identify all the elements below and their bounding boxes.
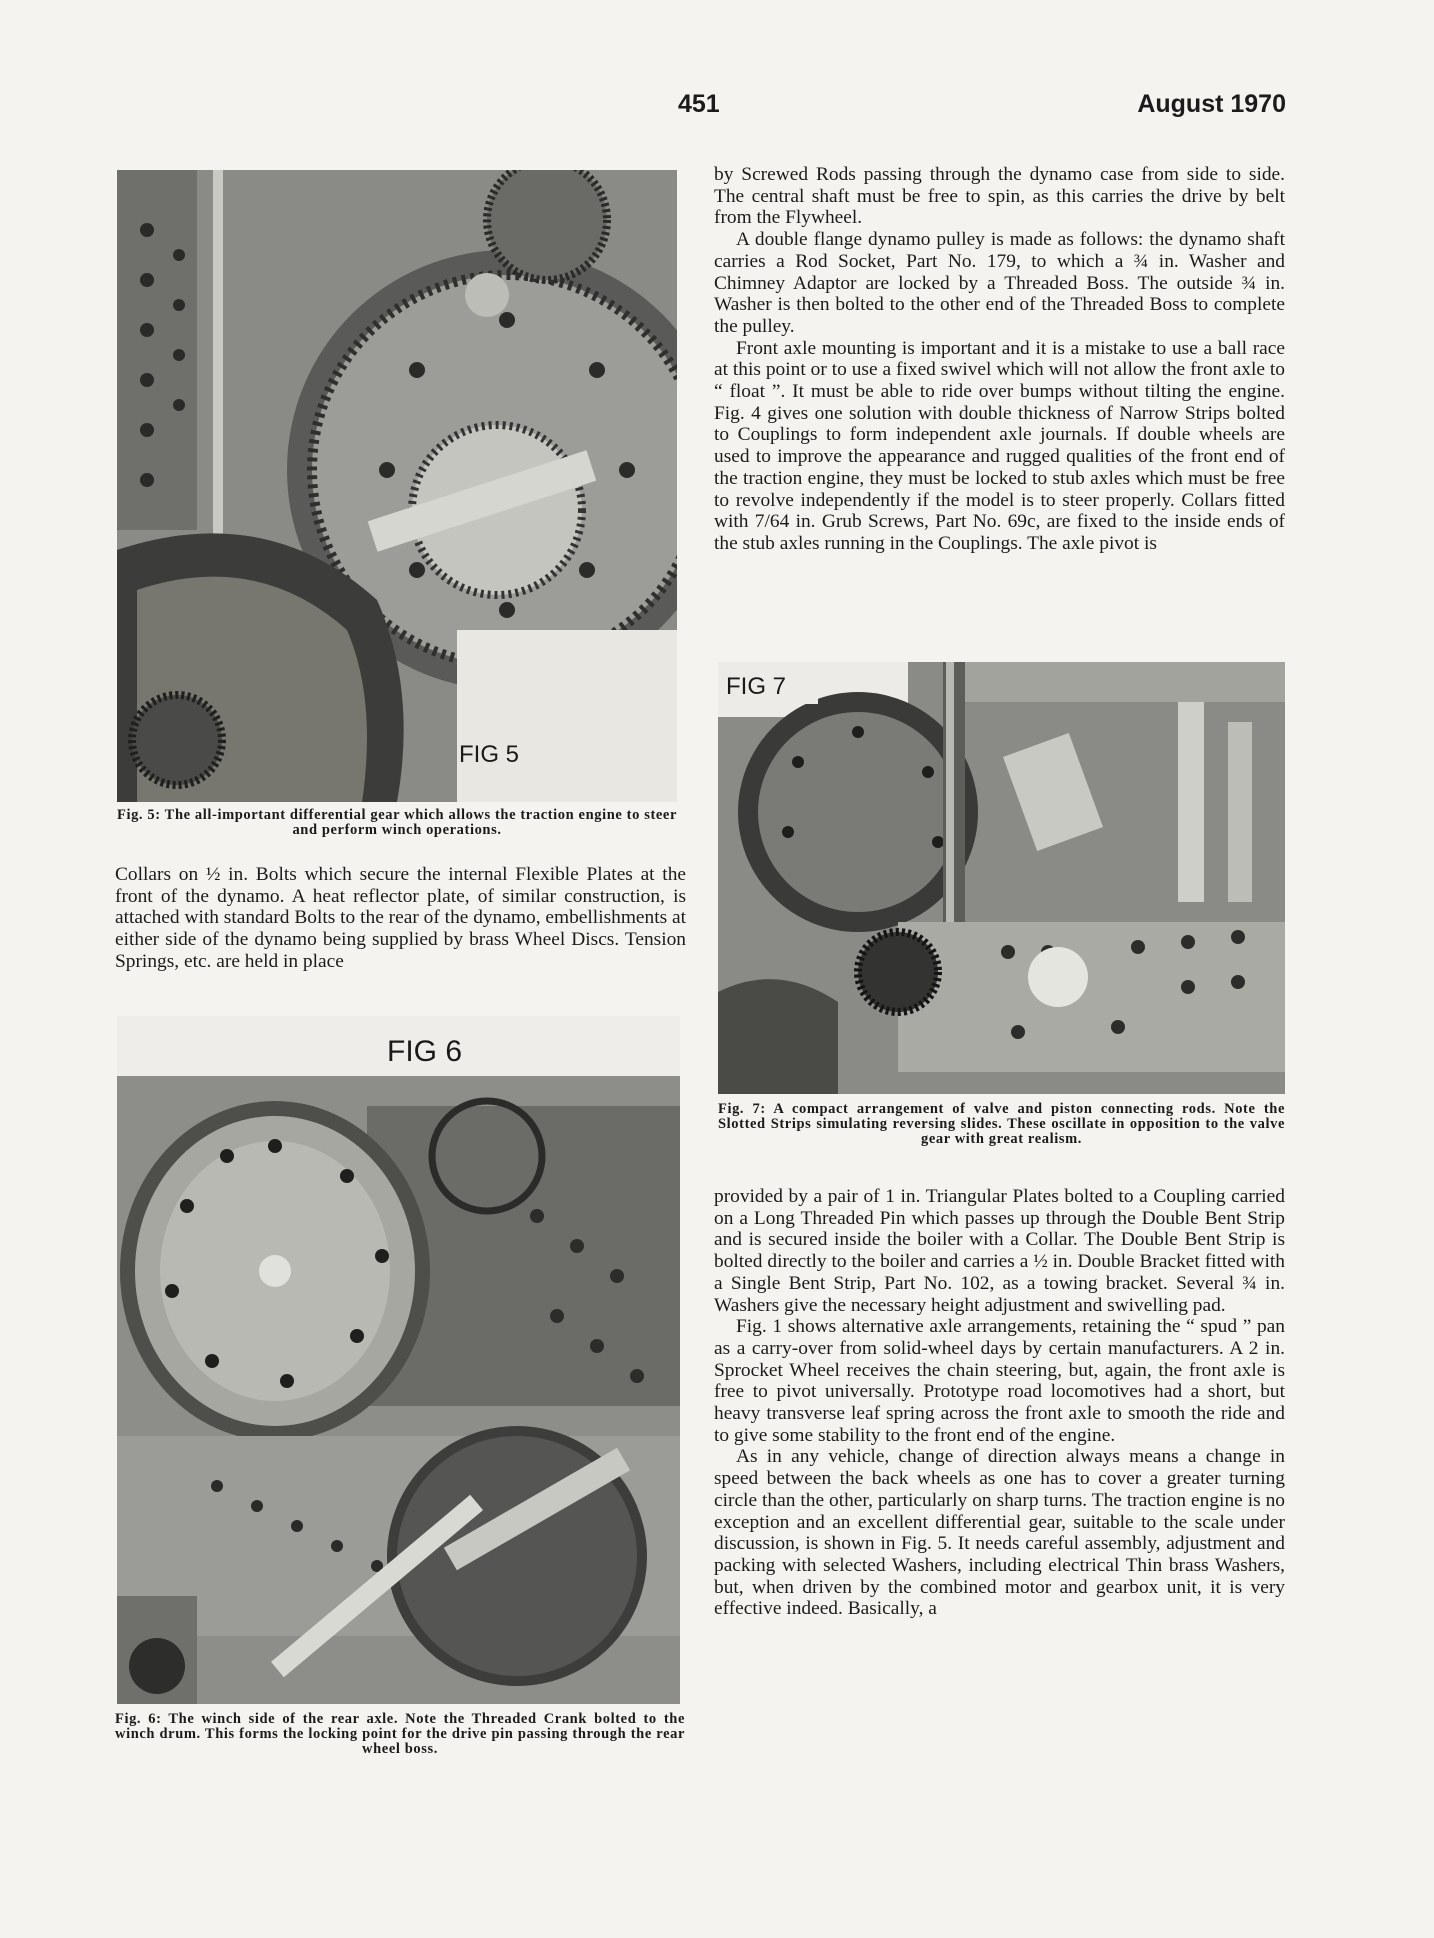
fig5-caption: Fig. 5: The all-important differential gear which allows the traction engine to steer and perform winch operations. <box>117 807 677 838</box>
paragraph: Collars on ½ in. Bolts which secure the internal Flexible Plates at the front of the dynamo. A heat reflector plate, of similar construction, is attached with standard Bolts to the rear of the dynamo, embellishments at either side of the dynamo being supplied by brass Wheel Discs. Tension Springs, etc. are held in place <box>115 864 686 972</box>
fig6-label: FIG 6 <box>387 1035 463 1068</box>
page-number: 451 <box>678 90 720 118</box>
paragraph: provided by a pair of 1 in. Triangular Plates bolted to a Coupling carried on a Long Threaded Pin which passes up through the Double Bent Strip and is secured inside the boiler with a Collar. The Double Bent Strip is bolted directly to the boiler and carries a ½ in. Double Bracket fitted with a Single Bent Strip, Part No. 102, as a towing bracket. Several ¾ in. Washers give the necessary height adjustment and swivelling pad. <box>714 1186 1285 1316</box>
fig7-photo <box>718 662 1285 1094</box>
paragraph: As in any vehicle, change of direction always means a change in speed between the back wheels as one has to cover a greater turning circle than the other, particularly on sharp turns. The traction engine is no exception and an excellent differential gear, suitable to the scale under discussion, is shown in Fig. 5. It needs careful assembly, adjustment and packing with selected Washers, including electrical Thin brass Washers, but, when driven by the combined motor and gearbox unit, it is very effective indeed. Basically, a <box>714 1446 1285 1620</box>
left-column-text <box>115 864 686 973</box>
fig5-label: FIG 5 <box>459 741 520 768</box>
right-column-text-top <box>714 164 1285 555</box>
paragraph: A double flange dynamo pulley is made as follows: the dynamo shaft carries a Rod Socket, Part No. 179, to which a ¾ in. Washer and Chimney Adaptor are locked by a Threaded Boss. The outside ¾ in. Washer is then bolted to the other end of the Threaded Boss to complete the pulley. <box>714 229 1285 337</box>
fig7-caption: Fig. 7: A compact arrangement of valve and piston connecting rods. Note the Slotted Strips simulating reversing slides. These oscillate in opposition to the valve gear with great realism. <box>718 1101 1285 1147</box>
paragraph: Fig. 1 shows alternative axle arrangements, retaining the “ spud ” pan as a carry-over from solid-wheel days by certain manufacturers. A 2 in. Sprocket Wheel receives the chain steering, but, again, the front axle is free to pivot universally. Prototype road locomotives had a short, but heavy transverse leaf spring across the front axle to smooth the ride and to give some stability to the front end of the engine. <box>714 1316 1285 1446</box>
fig7-label: FIG 7 <box>726 673 787 700</box>
fig6-photo <box>117 1016 680 1704</box>
paragraph: by Screwed Rods passing through the dynamo case from side to side. The central shaft must be free to spin, as this carries the drive by belt from the Flywheel. <box>714 164 1285 229</box>
fig5-photo <box>117 170 677 802</box>
fig6-caption: Fig. 6: The winch side of the rear axle. Note the Threaded Crank bolted to the winch drum. This forms the locking point for the drive pin passing through the rear wheel boss. <box>115 1711 685 1757</box>
paragraph: Front axle mounting is important and it is a mistake to use a ball race at this point or to use a fixed swivel which will not allow the front axle to “ float ”. It must be able to ride over bumps without tilting the engine. Fig. 4 gives one solution with double thickness of Narrow Strips bolted to Couplings to form independent axle journals. If double wheels are used to improve the appearance and rugged qualities of the front end of the traction engine, they must be locked to stub axles which must be free to revolve independently if the model is to steer properly. Collars fitted with 7/64 in. Grub Screws, Part No. 69c, are fixed to the inside ends of the stub axles running in the Couplings. The axle pivot is <box>714 337 1285 554</box>
issue-date: August 1970 <box>1137 90 1286 118</box>
right-column-text-bottom <box>714 1186 1285 1620</box>
